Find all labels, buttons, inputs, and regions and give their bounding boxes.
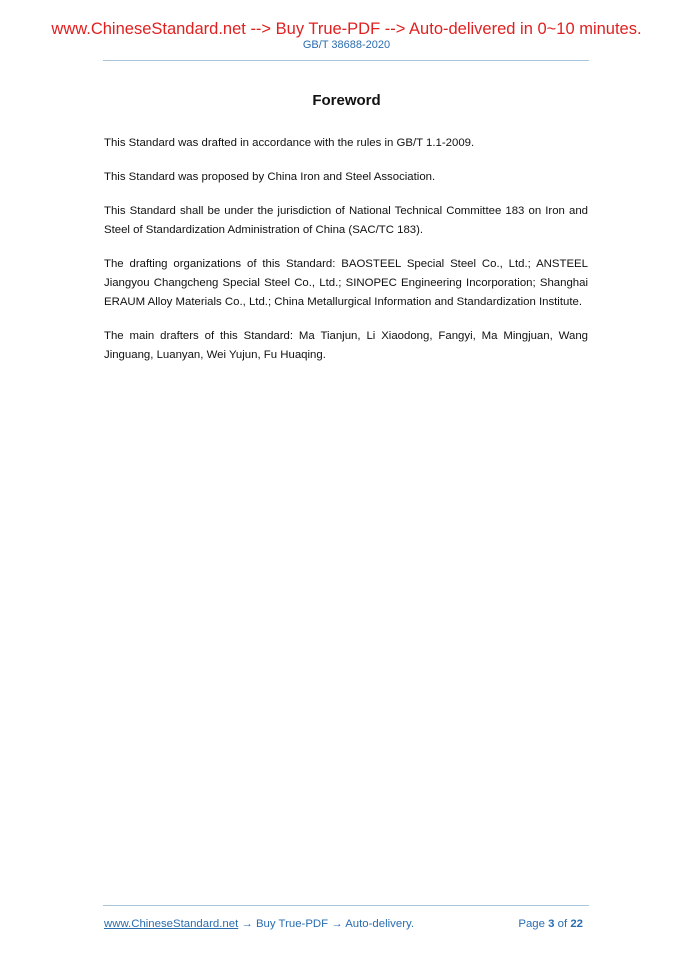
promo-banner[interactable]: www.ChineseStandard.net --> Buy True-PDF --> Auto-delivered in 0~10 minutes.: [51, 20, 642, 38]
page-indicator: [518, 917, 583, 931]
page-label: Page: [518, 918, 545, 930]
page-title: Foreword: [312, 92, 381, 109]
of-label: of: [557, 918, 568, 930]
footer-link[interactable]: www.ChineseStandard.net: [104, 918, 239, 930]
paragraph: The drafting organizations of this Standard: BAOSTEEL Special Steel Co., Ltd.; ANSTEEL Jiangyou Changcheng Special Steel Co., Ltd.; SINOPEC Engineering Incorporation; Shanghai ERAUM Alloy Materials Co., Ltd.; China Metallurgical Information and Standardization Institute.: [104, 258, 588, 308]
paragraph: This Standard was proposed by China Iron and Steel Association.: [104, 171, 436, 183]
header-divider: [103, 60, 589, 61]
footer-promo: [104, 917, 414, 931]
footer-tagline: → Buy True-PDF → Auto-delivery.: [238, 918, 414, 930]
total-pages: 22: [570, 918, 583, 930]
paragraph: This Standard was drafted in accordance with the rules in GB/T 1.1-2009.: [104, 137, 475, 149]
current-page-number: 3: [548, 918, 555, 930]
paragraph: The main drafters of this Standard: Ma Tianjun, Li Xiaodong, Fangyi, Ma Mingjuan, Wang Jinguang, Luanyan, Wei Yujun, Fu Huaqing.: [104, 330, 588, 361]
body-text: [104, 134, 588, 380]
document-code: GB/T 38688-2020: [302, 39, 391, 51]
paragraph: This Standard shall be under the jurisdiction of National Technical Committee 183 on Iron and Steel of Standardization Administration of China (SAC/TC 183).: [104, 205, 588, 236]
footer-divider: [103, 905, 589, 906]
